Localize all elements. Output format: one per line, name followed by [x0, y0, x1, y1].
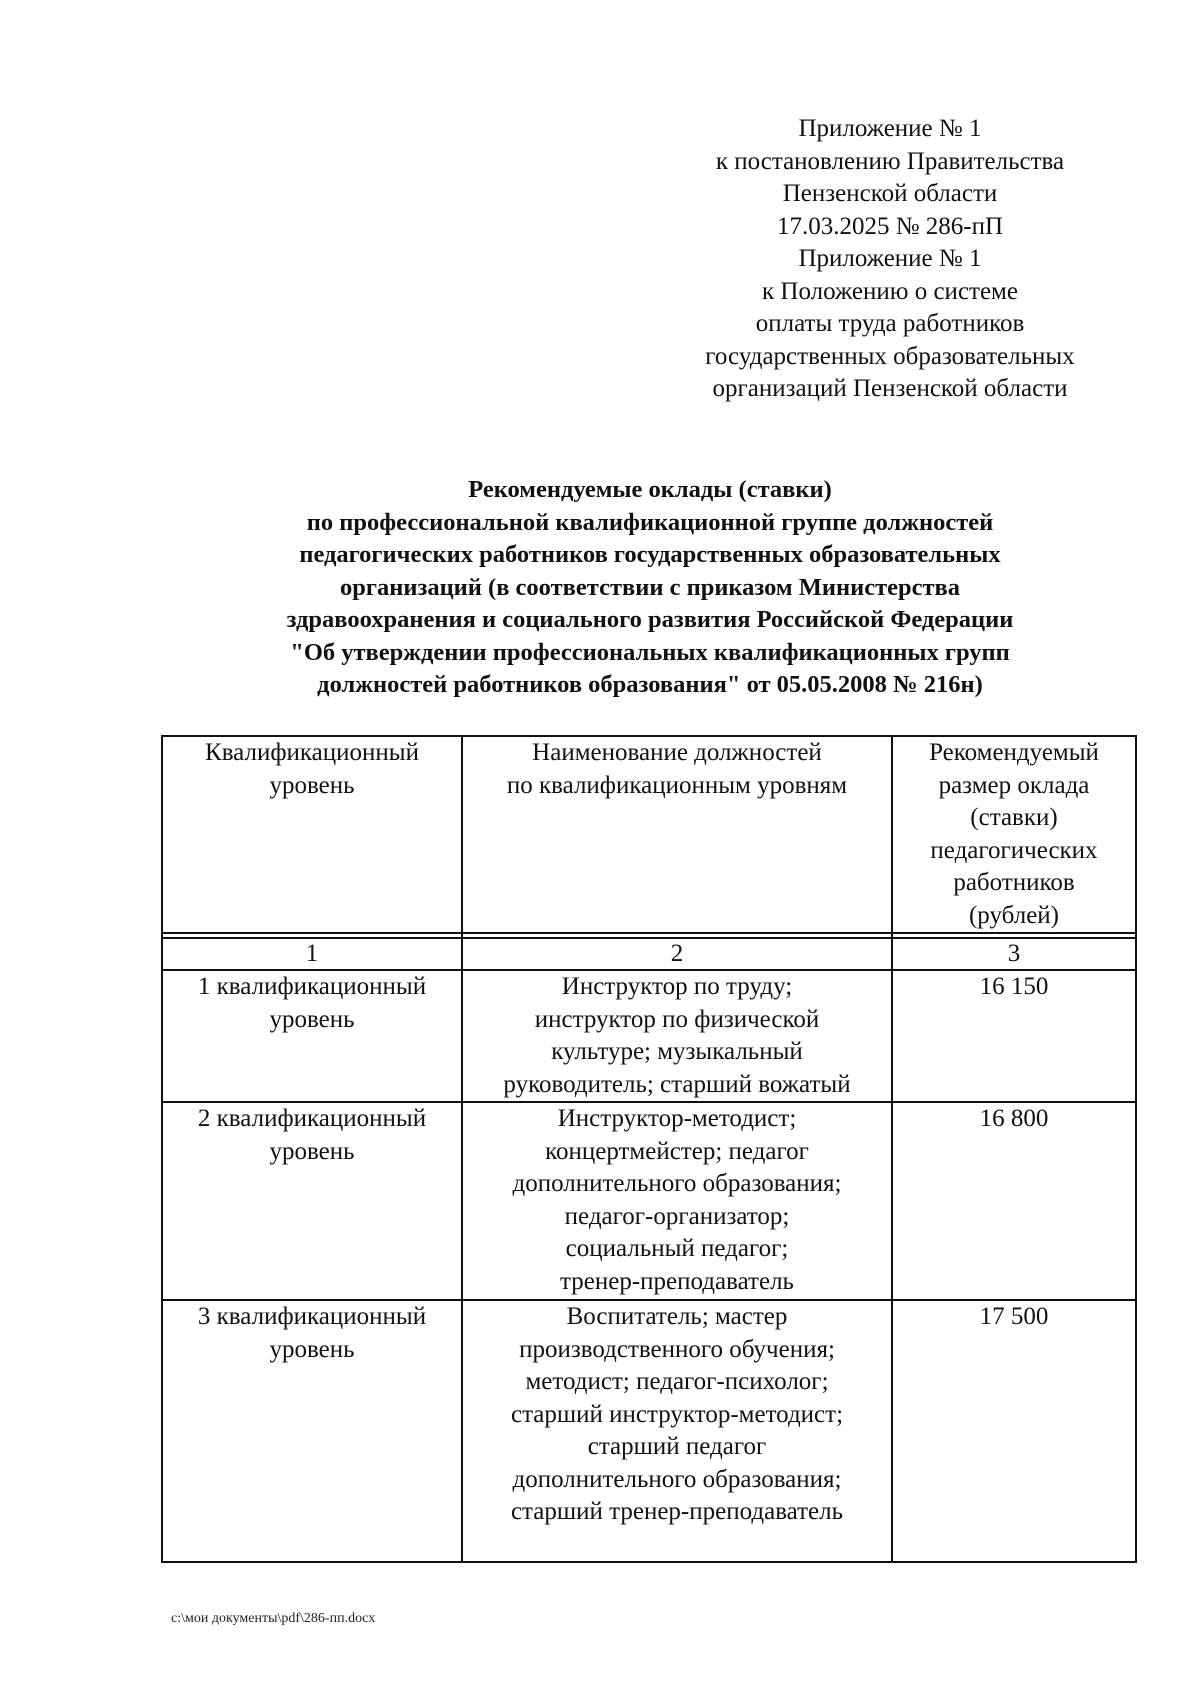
salary-cell: 16 150	[892, 970, 1136, 1102]
level-text: 1 квалификационный	[197, 973, 427, 1000]
position-text: старший инструктор-методист;	[510, 1400, 844, 1428]
position-text: старший педагог	[587, 1433, 767, 1460]
title-line: по профессиональной квалификационной группе должностей	[306, 508, 994, 536]
column-number-row	[162, 938, 1136, 970]
position-text: педагог-организатор;	[564, 1202, 790, 1230]
table-row	[162, 1300, 1136, 1562]
column-number: 1	[162, 938, 462, 970]
title-line: педагогических работников государственных образовательных	[299, 541, 1001, 568]
appendix-line: Приложение № 1	[798, 115, 982, 142]
header-text: размер оклада	[938, 771, 1090, 799]
column-number: 2	[462, 938, 892, 970]
appendix-line: организаций Пензенской области	[712, 375, 1068, 402]
appendix-line: оплаты труда работников	[755, 310, 1025, 337]
level-text: уровень	[269, 1335, 355, 1363]
positions-cell	[462, 970, 892, 1102]
header-text: Квалификационный	[205, 739, 419, 766]
level-cell	[162, 970, 462, 1102]
level-cell	[162, 1102, 462, 1300]
salary-cell: 17 500	[892, 1300, 1136, 1562]
appendix-line: Приложение № 1	[798, 245, 982, 272]
table-header-row	[162, 736, 1136, 933]
file-path-footer: c:\мои документы\pdf\286-пп.docx	[171, 1611, 376, 1626]
appendix-line: государственных образовательных	[705, 342, 1075, 370]
header-text: по квалификационным уровням	[506, 771, 848, 799]
header-cell-salary	[892, 736, 1136, 933]
level-text: уровень	[269, 1005, 355, 1033]
header-text: (ставки)	[970, 804, 1058, 831]
level-text: уровень	[269, 1137, 355, 1165]
position-text: производственного обучения;	[519, 1335, 835, 1363]
title-line: Рекомендуемые оклады (ставки)	[468, 476, 832, 503]
level-cell	[162, 1300, 462, 1562]
header-cell-level	[162, 736, 462, 933]
appendix-line: к Положению о системе	[762, 277, 1018, 305]
document-title	[160, 474, 1140, 702]
title-line: должностей работников образования" от 05.05.2008 № 216н)	[317, 671, 983, 698]
level-text: 2 квалификационный	[197, 1105, 427, 1132]
table-row	[162, 1102, 1136, 1300]
position-text: Инструктор по труду;	[561, 973, 793, 1000]
salary-table	[161, 735, 1137, 1563]
position-text: старший тренер-преподаватель	[510, 1498, 844, 1525]
appendix-date-number: 17.03.2025 № 286-пП	[776, 212, 1004, 240]
level-text: 3 квалификационный	[197, 1303, 427, 1330]
position-text: Воспитатель; мастер	[566, 1303, 788, 1330]
position-text: культуре; музыкальный	[551, 1038, 803, 1065]
position-text: руководитель; старший вожатый	[503, 1070, 851, 1098]
header-text: (рублей)	[968, 901, 1060, 929]
position-text: концертмейстер; педагог	[545, 1137, 809, 1165]
header-cell-positions	[462, 736, 892, 933]
position-text: инструктор по физической	[534, 1005, 820, 1033]
salary-cell: 16 800	[892, 1102, 1136, 1300]
header-text: работников	[953, 869, 1075, 896]
title-line: "Об утверждении профессиональных квалификационных групп	[290, 638, 1010, 666]
position-text: дополнительного образования;	[512, 1170, 842, 1197]
position-text: социальный педагог;	[565, 1235, 789, 1262]
appendix-line: Пензенской области	[782, 180, 998, 207]
position-text: дополнительного образования;	[512, 1465, 842, 1493]
table-row	[162, 970, 1136, 1102]
header-text: Рекомендуемый	[929, 739, 1099, 766]
header-text: педагогических	[930, 836, 1098, 864]
position-text: тренер-преподаватель	[560, 1267, 794, 1295]
position-text: Инструктор-методист;	[557, 1105, 797, 1132]
position-text: методист; педагог-психолог;	[525, 1368, 829, 1395]
title-line: организаций (в соответствии с приказом Министерства	[339, 573, 960, 601]
title-line: здравоохранения и социального развития Российской Федерации	[286, 606, 1014, 633]
appendix-header	[660, 113, 1120, 406]
positions-cell	[462, 1300, 892, 1562]
header-text: Наименование должностей	[532, 739, 822, 766]
appendix-line: к постановлению Правительства	[715, 147, 1065, 175]
positions-cell	[462, 1102, 892, 1300]
header-text: уровень	[269, 771, 355, 799]
column-number: 3	[892, 938, 1136, 970]
